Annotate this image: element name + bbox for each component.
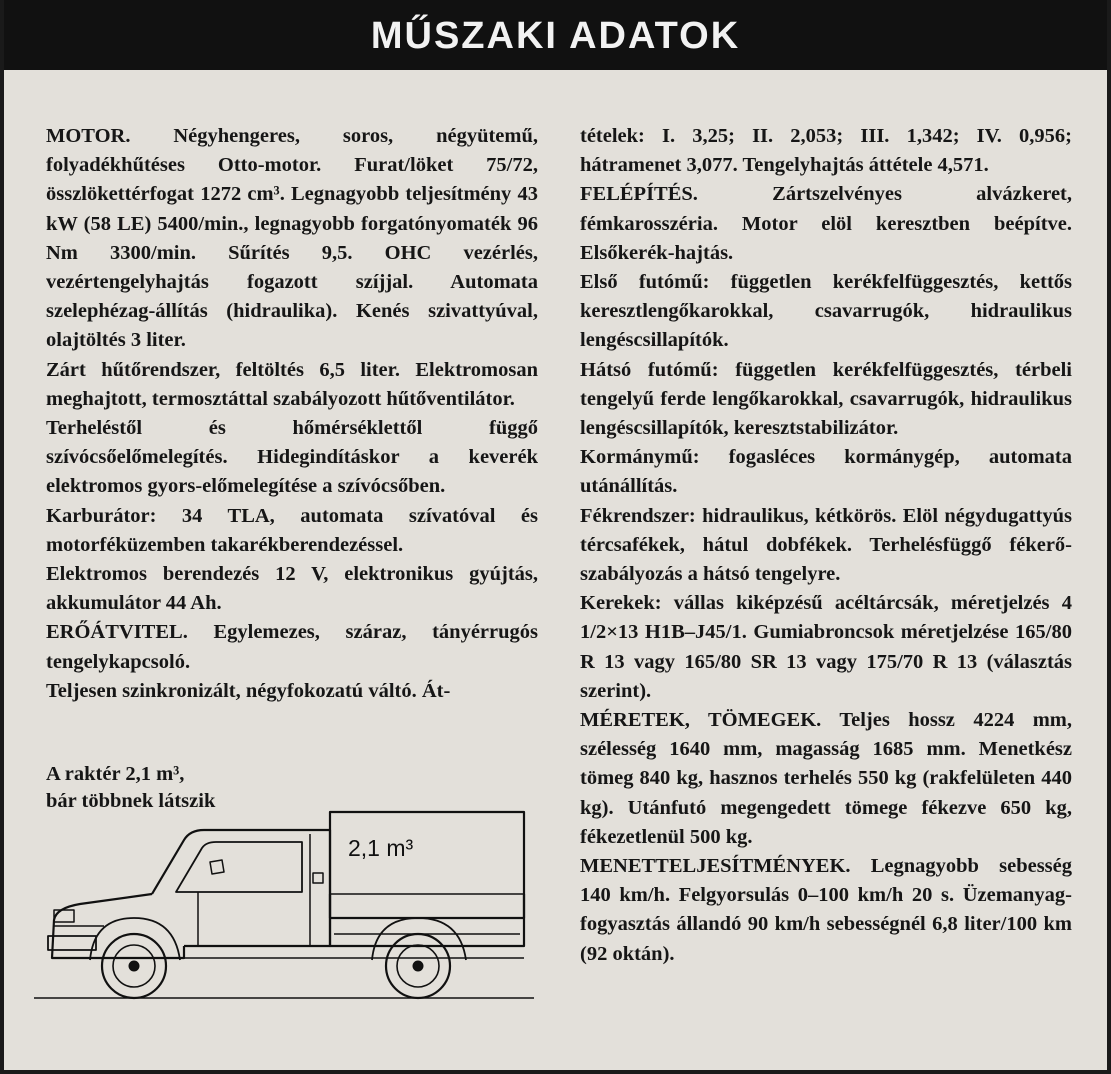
- caption-line-2: bár többnek látszik: [46, 790, 216, 812]
- paragraph-motor: MOTOR. Négyhengeres, soros, négyütemű, folyadékhűtéses Otto-motor. Furat/löket 75/72, összlökettérfogat 1272 cm³. Legnagyobb teljesítmény 43 kW (58 LE) 5400/min., legnagyobb forgatónyomaték 96 Nm 3300/min. Sűrítés 9,5. OHC vezérlés, vezértengelyhajtás fogazott szíjjal. Automata szelephézag-állítás (hidraulika). Kenés szivattyúval, olajtöltés 3 liter.: [46, 125, 538, 352]
- cargo-box: [330, 812, 524, 918]
- cargo-volume-label: 2,1 m³: [348, 835, 414, 861]
- paragraph-steering: Kormánymű: fogasléces kormánygép, automata utánállítás.: [580, 446, 1072, 498]
- paragraph-wheels: Kerekek: vállas kiképzésű acéltárcsák, méretjelzés 4 1/2×13 H1B–J45/1. Gumiabroncsok méretjelzése 165/80 R 13 vagy 165/80 SR 13 vagy 175/70 R 13 (választás szerint).: [580, 592, 1072, 702]
- paragraph-dimensions: MÉRETEK, TÖMEGEK. Teljes hossz 4224 mm, szélesség 1640 mm, magasság 1685 mm. Menetkész tömeg 840 kg, hasznos terhelés 550 kg (rakfelületen 440 kg). Utánfutó megengedett tömege fékezve 650 kg, fékezetlenül 500 kg.: [580, 709, 1072, 848]
- paragraph-front-suspension: Első futómű: független kerékfelfüggesztés, kettős keresztlengőkarokkal, csavarrugók, hidraulikus lengéscsillapítók.: [580, 271, 1072, 352]
- caption-line-1: A raktér 2,1 m³,: [46, 763, 185, 785]
- paragraph-gearbox: Teljesen szinkronizált, négyfokozatú váltó. Át-: [46, 679, 451, 702]
- paragraph-body: FELÉPÍTÉS. Zártszelvényes alvázkeret, fémkarosszéria. Motor elöl keresztben beépítve. Elsőkerék-hajtás.: [580, 183, 1072, 264]
- paragraph-carburetor: Karburátor: 34 TLA, automata szívatóval és motorféküzemben takarékberendezéssel.: [46, 504, 538, 556]
- side-mirror: [210, 860, 224, 874]
- paragraph-rear-suspension: Hátsó futómű: független kerékfelfüggesztés, térbeli tengelyű ferde lengőkarokkal, csavarrugók, hidraulikus lengéscsillapítók, keresztstabilizátor.: [580, 358, 1072, 440]
- pickup-truck-drawing: [34, 800, 544, 1005]
- paragraph-cooling: Zárt hűtőrendszer, feltöltés 6,5 liter. Elektromosan meghajtott, termosztáttal szabályozott hűtőventilátor.: [46, 358, 538, 410]
- headlight: [54, 910, 74, 922]
- front-bumper: [48, 936, 96, 950]
- door-handle: [313, 873, 323, 883]
- right-column: [580, 122, 1072, 969]
- paragraph-transmission: ERŐÁTVITEL. Egylemezes, száraz, tányérrugós tengelykapcsoló.: [46, 621, 538, 673]
- paragraph-ratios: tételek: I. 3,25; II. 2,053; III. 1,342; IV. 0,956; hátramenet 3,077. Tengelyhajtás áttétele 4,571.: [580, 125, 1072, 177]
- paragraph-brakes: Fékrendszer: hidraulikus, kétkörös. Elöl négydugattyús tércsafékek, hátul dobfékek. Terhelésfüggő fékerő-szabályozás a hátsó tengelyre.: [580, 504, 1072, 586]
- header-bar: [4, 0, 1107, 70]
- paragraph-electrics: Elektromos berendezés 12 V, elektronikus gyújtás, akkumulátor 44 Ah.: [46, 563, 538, 615]
- paragraph-performance: MENETTELJESÍTMÉNYEK. Legnagyobb sebesség 140 km/h. Felgyorsulás 0–100 km/h 20 s. Üzemanyag-fogyasztás állandó 90 km/h sebességnél 6,8 liter/100 km (92 oktán).: [580, 855, 1072, 965]
- left-column: [46, 122, 538, 706]
- cab-window: [176, 842, 302, 892]
- page-title: MŰSZAKI ADATOK: [370, 15, 741, 57]
- paragraph-intake-preheat: Terheléstől és hőmérséklettől függő szívócsőelőmelegítés. Hidegindításkor a keverék elektromos gyors-előmelegítése a szívócsőben.: [46, 417, 538, 498]
- bed-side: [330, 894, 524, 946]
